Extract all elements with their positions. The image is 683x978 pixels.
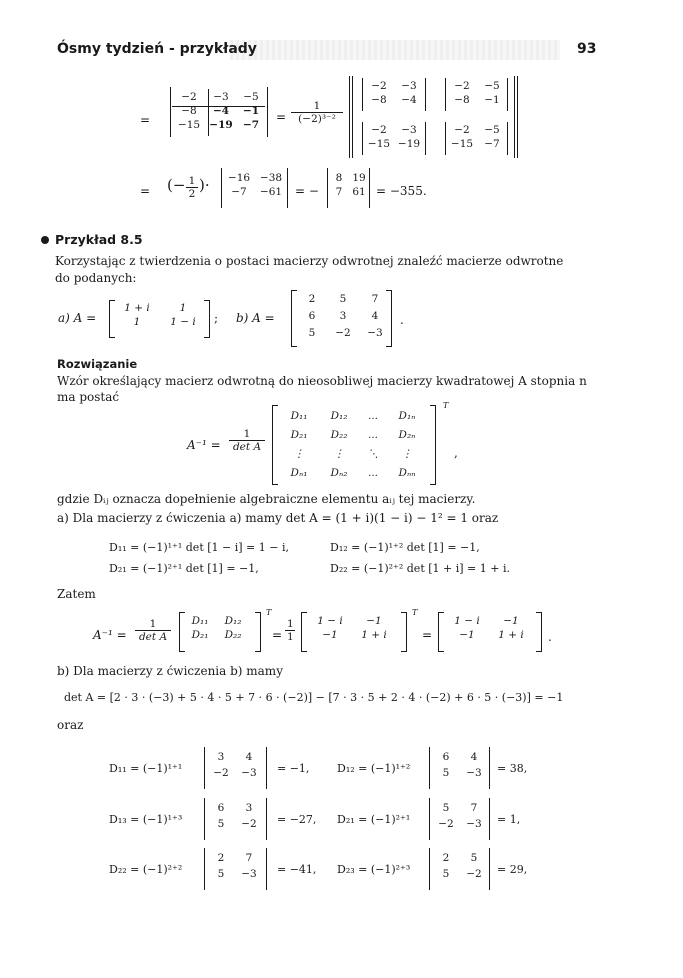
matrix-cell: −2 [181, 91, 197, 103]
matrix-cell: ... [367, 410, 378, 422]
det-bar [489, 747, 490, 789]
bracket-left [272, 405, 278, 485]
denominator: 2 [188, 188, 196, 200]
matrix-cell: 1 − i [317, 615, 343, 627]
matrix-cell: 3 [339, 310, 347, 322]
cofactor-matrix-2x2 [185, 615, 251, 641]
numerator: 1 [291, 100, 343, 113]
matrix-cell: 7 [335, 186, 343, 198]
det-bar [489, 848, 490, 890]
subdeterminant [447, 80, 507, 106]
cofactor-eq: D₂₁ = (−1)²⁺¹ det [1] = −1, [109, 562, 259, 575]
cofactor-rhs: = 38, [497, 762, 528, 775]
denominator: 1 [287, 631, 294, 643]
matrix-cell: 4 [371, 310, 379, 322]
matrix-cell: 6 [442, 751, 450, 763]
matrix-cell: −2 [466, 868, 482, 880]
matrix-2x2 [307, 615, 395, 641]
equals-sign: = [140, 184, 151, 198]
cofactor-rhs: = 1, [497, 813, 521, 826]
det-bar [266, 747, 267, 789]
matrix-cell: −1 [242, 105, 260, 117]
bullet-icon [41, 236, 49, 244]
matrix-cell: 1 + i [124, 302, 150, 314]
matrix-cell: −2 [371, 80, 387, 92]
example-text: do podanych: [55, 271, 137, 285]
outer-det-bar [514, 76, 515, 158]
matrix-b [297, 293, 391, 339]
determinant-2x2 [223, 172, 287, 198]
subdeterminant [447, 124, 507, 150]
outer-det-bar [349, 76, 350, 158]
transpose-mark: T [412, 608, 418, 617]
matrix-cell: ⋮ [333, 448, 345, 460]
cofactor-lhs: D₂₂ = (−1)²⁺² [109, 863, 183, 876]
matrix-cell: 1 [133, 316, 141, 328]
matrix-cell: ⋮ [293, 448, 305, 460]
part-a-text: a) Dla macierzy z ćwiczenia a) mamy det A = (1 + i)(1 − i) − 1² = 1 oraz [57, 511, 499, 525]
cofactor-eq: D₂₂ = (−1)²⁺² det [1 + i] = 1 + i. [330, 562, 510, 575]
equals-sign: = [272, 628, 283, 642]
solution-heading: Rozwiązanie [57, 357, 138, 371]
subdet-bar [445, 78, 446, 111]
matrix-b-label: b) A = [236, 311, 275, 325]
cofactor-minor [207, 852, 263, 880]
matrix-cell: −2 [213, 767, 229, 779]
fraction [229, 428, 265, 453]
matrix-cell: Dₙₙ [398, 467, 416, 479]
cofactor-minor [432, 802, 488, 830]
paren-close: )· [199, 176, 210, 194]
transpose-mark: T [443, 401, 449, 410]
subdet-bar [425, 78, 426, 111]
matrix-cell: −2 [335, 327, 351, 339]
numerator: 1 [135, 618, 171, 631]
matrix-cell: ⋮ [401, 448, 413, 460]
part-b-text: b) Dla macierzy z ćwiczenia b) mamy [57, 664, 283, 678]
matrix-cell: −1 [503, 615, 519, 627]
matrix-cell: −5 [243, 91, 259, 103]
outer-det-bar [517, 76, 518, 158]
equals-minus: = − [295, 184, 319, 198]
det-bar-right [267, 87, 268, 137]
header-band [230, 40, 560, 60]
det-bar [266, 848, 267, 890]
bracket-right [401, 612, 407, 652]
bracket-right [255, 612, 261, 652]
det-bar [429, 848, 430, 890]
matrix-cell: −1 [366, 615, 382, 627]
outer-det-bar [352, 76, 353, 158]
det-bar [266, 798, 267, 840]
result: = −355. [376, 184, 427, 198]
bracket-right [204, 300, 210, 338]
cofactor-lhs: D₁₃ = (−1)¹⁺³ [109, 813, 183, 826]
zatem-text: Zatem [57, 587, 96, 601]
matrix-cell: −3 [466, 818, 482, 830]
determinant-3x3 [172, 91, 266, 131]
matrix-cell: −4 [401, 94, 417, 106]
cofactor-rhs: = 29, [497, 863, 528, 876]
cofactor-lhs: D₁₁ = (−1)¹⁺¹ [109, 762, 183, 775]
cofactor-lhs: D₁₂ = (−1)¹⁺² [337, 762, 411, 775]
solution-text: Wzór określający macierz odwrotną do nieosobliwej macierzy kwadratowej A stopnia n [57, 374, 587, 388]
matrix-cell: 2 [217, 852, 225, 864]
example-title: Przykład 8.5 [55, 232, 143, 247]
matrix-cell: −8 [181, 105, 197, 117]
matrix-cell: D₂₂ [330, 429, 348, 441]
matrix-cell: −3 [241, 767, 257, 779]
fraction [186, 175, 198, 200]
matrix-cell: 2 [442, 852, 450, 864]
matrix-cell: −16 [227, 172, 251, 184]
matrix-cell: −3 [213, 91, 229, 103]
matrix-cell: 7 [371, 293, 379, 305]
matrix-cell: Dₙ₂ [330, 467, 348, 479]
det-bar [369, 168, 370, 208]
fraction [291, 100, 343, 125]
cofactor-minor [432, 751, 488, 779]
subdet-bar [425, 122, 426, 155]
matrix-cell: 6 [308, 310, 316, 322]
subdeterminant [364, 80, 424, 106]
separator: ; [214, 311, 219, 325]
transpose-mark: T [266, 608, 272, 617]
matrix-cell: 5 [442, 767, 450, 779]
inverse-lhs: A⁻¹ = [93, 628, 127, 642]
fraction [285, 618, 295, 643]
running-title: Ósmy tydzień - przykłady [57, 41, 257, 57]
subdet-bar [507, 78, 508, 111]
subdet-bar [445, 122, 446, 155]
matrix-cell: 1 + i [498, 629, 524, 641]
numerator: 1 [287, 618, 294, 630]
matrix-a [116, 302, 208, 328]
matrix-cell: 4 [245, 751, 253, 763]
det-b-equation: det A = [2 · 3 · (−3) + 5 · 4 · 5 + 7 · 6 · (−2)] − [7 · 3 · 5 + 2 · 4 · (−2) + 6 · 5 · (−3)] = −1 [64, 691, 564, 704]
bracket-right [430, 405, 436, 485]
solution-text: ma postać [57, 390, 120, 404]
matrix-cell: 5 [442, 802, 450, 814]
matrix-cell: 3 [217, 751, 225, 763]
page-number: 93 [577, 41, 597, 57]
matrix-cell: D₁₂ [330, 410, 348, 422]
matrix-cell: −4 [212, 105, 230, 117]
matrix-cell: D₂₁ [191, 629, 209, 641]
cofactor-minor [207, 802, 263, 830]
matrix-cell: −3 [401, 80, 417, 92]
det-bar [204, 798, 205, 840]
example-text: Korzystając z twierdzenia o postaci macierzy odwrotnej znaleźć macierze odwrotne [55, 254, 564, 268]
bracket-right [386, 290, 392, 347]
bracket-right [536, 612, 542, 652]
matrix-cell: 6 [217, 802, 225, 814]
matrix-cell: −2 [241, 818, 257, 830]
equals-sign: = [422, 628, 433, 642]
det-bar [287, 168, 288, 208]
det-bar [204, 848, 205, 890]
cofactor-minor [432, 852, 488, 880]
numerator: 1 [229, 428, 265, 441]
inverse-lhs: A⁻¹ = [187, 438, 221, 452]
denominator: det A [232, 441, 262, 453]
period: . [548, 630, 552, 644]
matrix-cell: −7 [484, 138, 500, 150]
matrix-cell: 7 [245, 852, 253, 864]
matrix-cell: −3 [401, 124, 417, 136]
matrix-cell: D₁₁ [191, 615, 209, 627]
cofactor-matrix [279, 410, 427, 479]
det-bar [429, 747, 430, 789]
matrix-cell: −3 [241, 868, 257, 880]
matrix-cell: −1 [484, 94, 500, 106]
matrix-cell: Dₙ₁ [290, 467, 308, 479]
matrix-cell: 5 [339, 293, 347, 305]
matrix-cell: D₁₁ [290, 410, 308, 422]
matrix-cell: 1 − i [454, 615, 480, 627]
cofactor-lhs: D₂₁ = (−1)²⁺¹ [337, 813, 411, 826]
matrix-cell: −3 [367, 327, 383, 339]
matrix-cell: −15 [177, 119, 201, 131]
matrix-cell: −3 [466, 767, 482, 779]
matrix-cell: −15 [450, 138, 474, 150]
subdet-bar [362, 122, 363, 155]
matrix-cell: −8 [371, 94, 387, 106]
cofactor-eq: D₁₂ = (−1)¹⁺² det [1] = −1, [330, 541, 480, 554]
matrix-cell: 1 [179, 302, 187, 314]
matrix-cell: ... [367, 429, 378, 441]
definition-text: gdzie Dᵢⱼ oznacza dopełnienie algebraiczne elementu aᵢⱼ tej macierzy. [57, 492, 476, 506]
matrix-cell: D₂₂ [224, 629, 242, 641]
matrix-cell: −61 [259, 186, 283, 198]
equals-sign: = [276, 110, 287, 124]
matrix-cell: 3 [245, 802, 253, 814]
matrix-cell: −7 [231, 186, 247, 198]
matrix-2x2 [444, 615, 532, 641]
matrix-cell: D₁ₙ [398, 410, 416, 422]
matrix-cell: −5 [484, 124, 500, 136]
cofactor-minor [207, 751, 263, 779]
matrix-cell: D₁₂ [224, 615, 242, 627]
matrix-cell: −2 [371, 124, 387, 136]
matrix-cell: −15 [367, 138, 391, 150]
comma: , [454, 446, 458, 460]
numerator: 1 [186, 175, 198, 188]
matrix-cell: 5 [217, 868, 225, 880]
matrix-cell: −19 [397, 138, 421, 150]
fraction [135, 618, 171, 643]
equals-sign: = [140, 113, 151, 127]
matrix-cell: 61 [352, 186, 366, 198]
matrix-cell: 5 [470, 852, 478, 864]
paren-open: (− [167, 176, 186, 194]
matrix-a-label: a) A = [58, 311, 97, 325]
determinant-2x2 [329, 172, 369, 198]
matrix-cell: 5 [308, 327, 316, 339]
matrix-cell: −19 [209, 119, 233, 131]
matrix-cell: 8 [335, 172, 343, 184]
matrix-cell: D₂₁ [290, 429, 308, 441]
cofactor-rhs: = −27, [277, 813, 317, 826]
det-bar [489, 798, 490, 840]
denominator: det A [138, 631, 168, 643]
matrix-cell: 1 + i [361, 629, 387, 641]
matrix-cell: −38 [259, 172, 283, 184]
matrix-cell: 2 [308, 293, 316, 305]
matrix-cell: −7 [242, 119, 260, 131]
matrix-cell: 4 [470, 751, 478, 763]
matrix-cell: −2 [454, 80, 470, 92]
matrix-cell: −1 [322, 629, 338, 641]
bracket-left [109, 300, 115, 338]
subdet-bar [507, 122, 508, 155]
matrix-cell: 5 [217, 818, 225, 830]
cofactor-rhs: = −1, [277, 762, 310, 775]
matrix-cell: 19 [352, 172, 366, 184]
matrix-cell: −1 [459, 629, 475, 641]
matrix-cell: −5 [484, 80, 500, 92]
matrix-cell: 7 [470, 802, 478, 814]
det-bar [204, 747, 205, 789]
subdeterminant [364, 124, 424, 150]
matrix-cell: −8 [454, 94, 470, 106]
matrix-cell: 5 [442, 868, 450, 880]
subdet-bar [362, 78, 363, 111]
det-bar [221, 168, 222, 208]
matrix-cell: −2 [454, 124, 470, 136]
det-bar-left [170, 87, 171, 137]
matrix-cell: 1 − i [170, 316, 196, 328]
period: . [400, 313, 404, 327]
denominator: (−2)³⁻² [298, 113, 336, 125]
cofactor-lhs: D₂₃ = (−1)²⁺³ [337, 863, 411, 876]
oraz-text: oraz [57, 718, 84, 732]
det-bar [327, 168, 328, 208]
cofactor-rhs: = −41, [277, 863, 317, 876]
det-bar [429, 798, 430, 840]
matrix-cell: ⋱ [367, 448, 379, 460]
cofactor-eq: D₁₁ = (−1)¹⁺¹ det [1 − i] = 1 − i, [109, 541, 289, 554]
matrix-cell: ... [367, 467, 378, 479]
matrix-cell: −2 [438, 818, 454, 830]
matrix-cell: D₂ₙ [398, 429, 416, 441]
